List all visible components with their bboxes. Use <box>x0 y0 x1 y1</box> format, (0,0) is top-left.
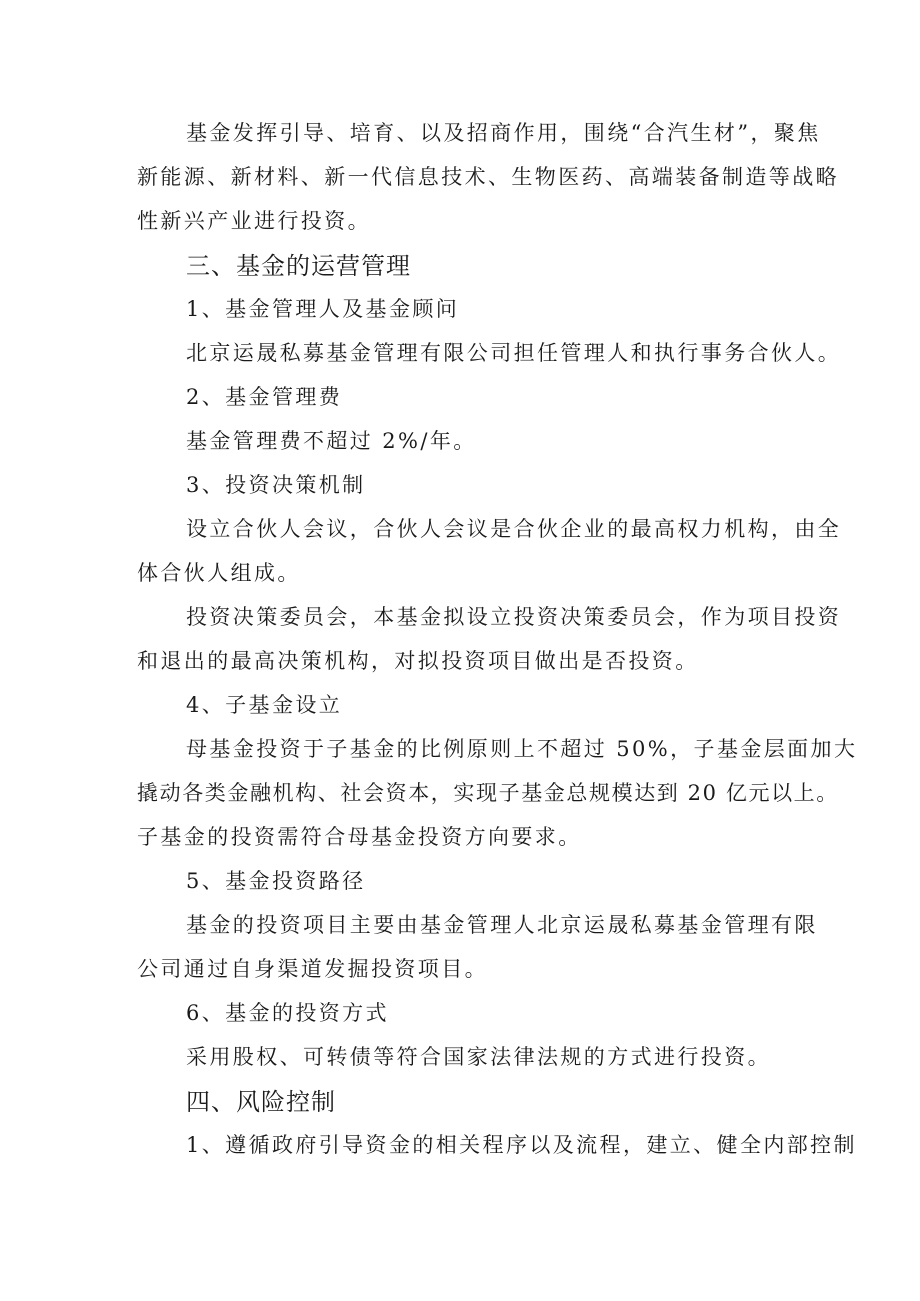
item-title: 3、投资决策机制 <box>186 473 366 497</box>
item-title: 1、基金管理人及基金顾问 <box>186 297 460 321</box>
paragraph-line: 体合伙人组成。 <box>137 561 301 585</box>
paragraph-line: 性新兴产业进行投资。 <box>137 209 371 233</box>
paragraph-line: 北京运晟私募基金管理有限公司担任管理人和执行事务合伙人。 <box>186 341 842 365</box>
item-title: 4、子基金设立 <box>186 693 343 717</box>
paragraph-line: 撬动各类金融机构、社会资本，实现子基金总规模达到 20 亿元以上。 <box>137 781 839 805</box>
paragraph-line: 基金的投资项目主要由基金管理人北京运晟私募基金管理有限 <box>186 913 818 937</box>
item-title: 5、基金投资路径 <box>186 869 366 893</box>
paragraph-line: 子基金的投资需符合母基金投资方向要求。 <box>137 825 582 849</box>
item-title: 2、基金管理费 <box>186 385 343 409</box>
paragraph-line: 基金发挥引导、培育、以及招商作用，围绕“合汽生材”，聚焦 <box>186 121 821 145</box>
item-title: 6、基金的投资方式 <box>186 1001 389 1025</box>
paragraph-line: 和退出的最高决策机构，对拟投资项目做出是否投资。 <box>137 649 699 673</box>
section-heading-4: 四、风险控制 <box>186 1088 336 1116</box>
paragraph-line: 投资决策委员会，本基金拟设立投资决策委员会，作为项目投资 <box>186 605 842 629</box>
paragraph-line: 基金管理费不超过 2%/年。 <box>186 429 477 453</box>
section-heading-3: 三、基金的运营管理 <box>186 252 411 280</box>
paragraph-line: 设立合伙人会议，合伙人会议是合伙企业的最高权力机构，由全 <box>186 517 842 541</box>
paragraph-line: 公司通过自身渠道发掘投资项目。 <box>137 957 488 981</box>
paragraph-line: 1、遵循政府引导资金的相关程序以及流程，建立、健全内部控制 <box>186 1133 857 1157</box>
paragraph-line: 母基金投资于子基金的比例原则上不超过 50%，子基金层面加大 <box>186 737 858 761</box>
paragraph-line: 新能源、新材料、新一代信息技术、生物医药、高端装备制造等战略 <box>137 165 839 189</box>
paragraph-line: 采用股权、可转债等符合国家法律法规的方式进行投资。 <box>186 1045 771 1069</box>
